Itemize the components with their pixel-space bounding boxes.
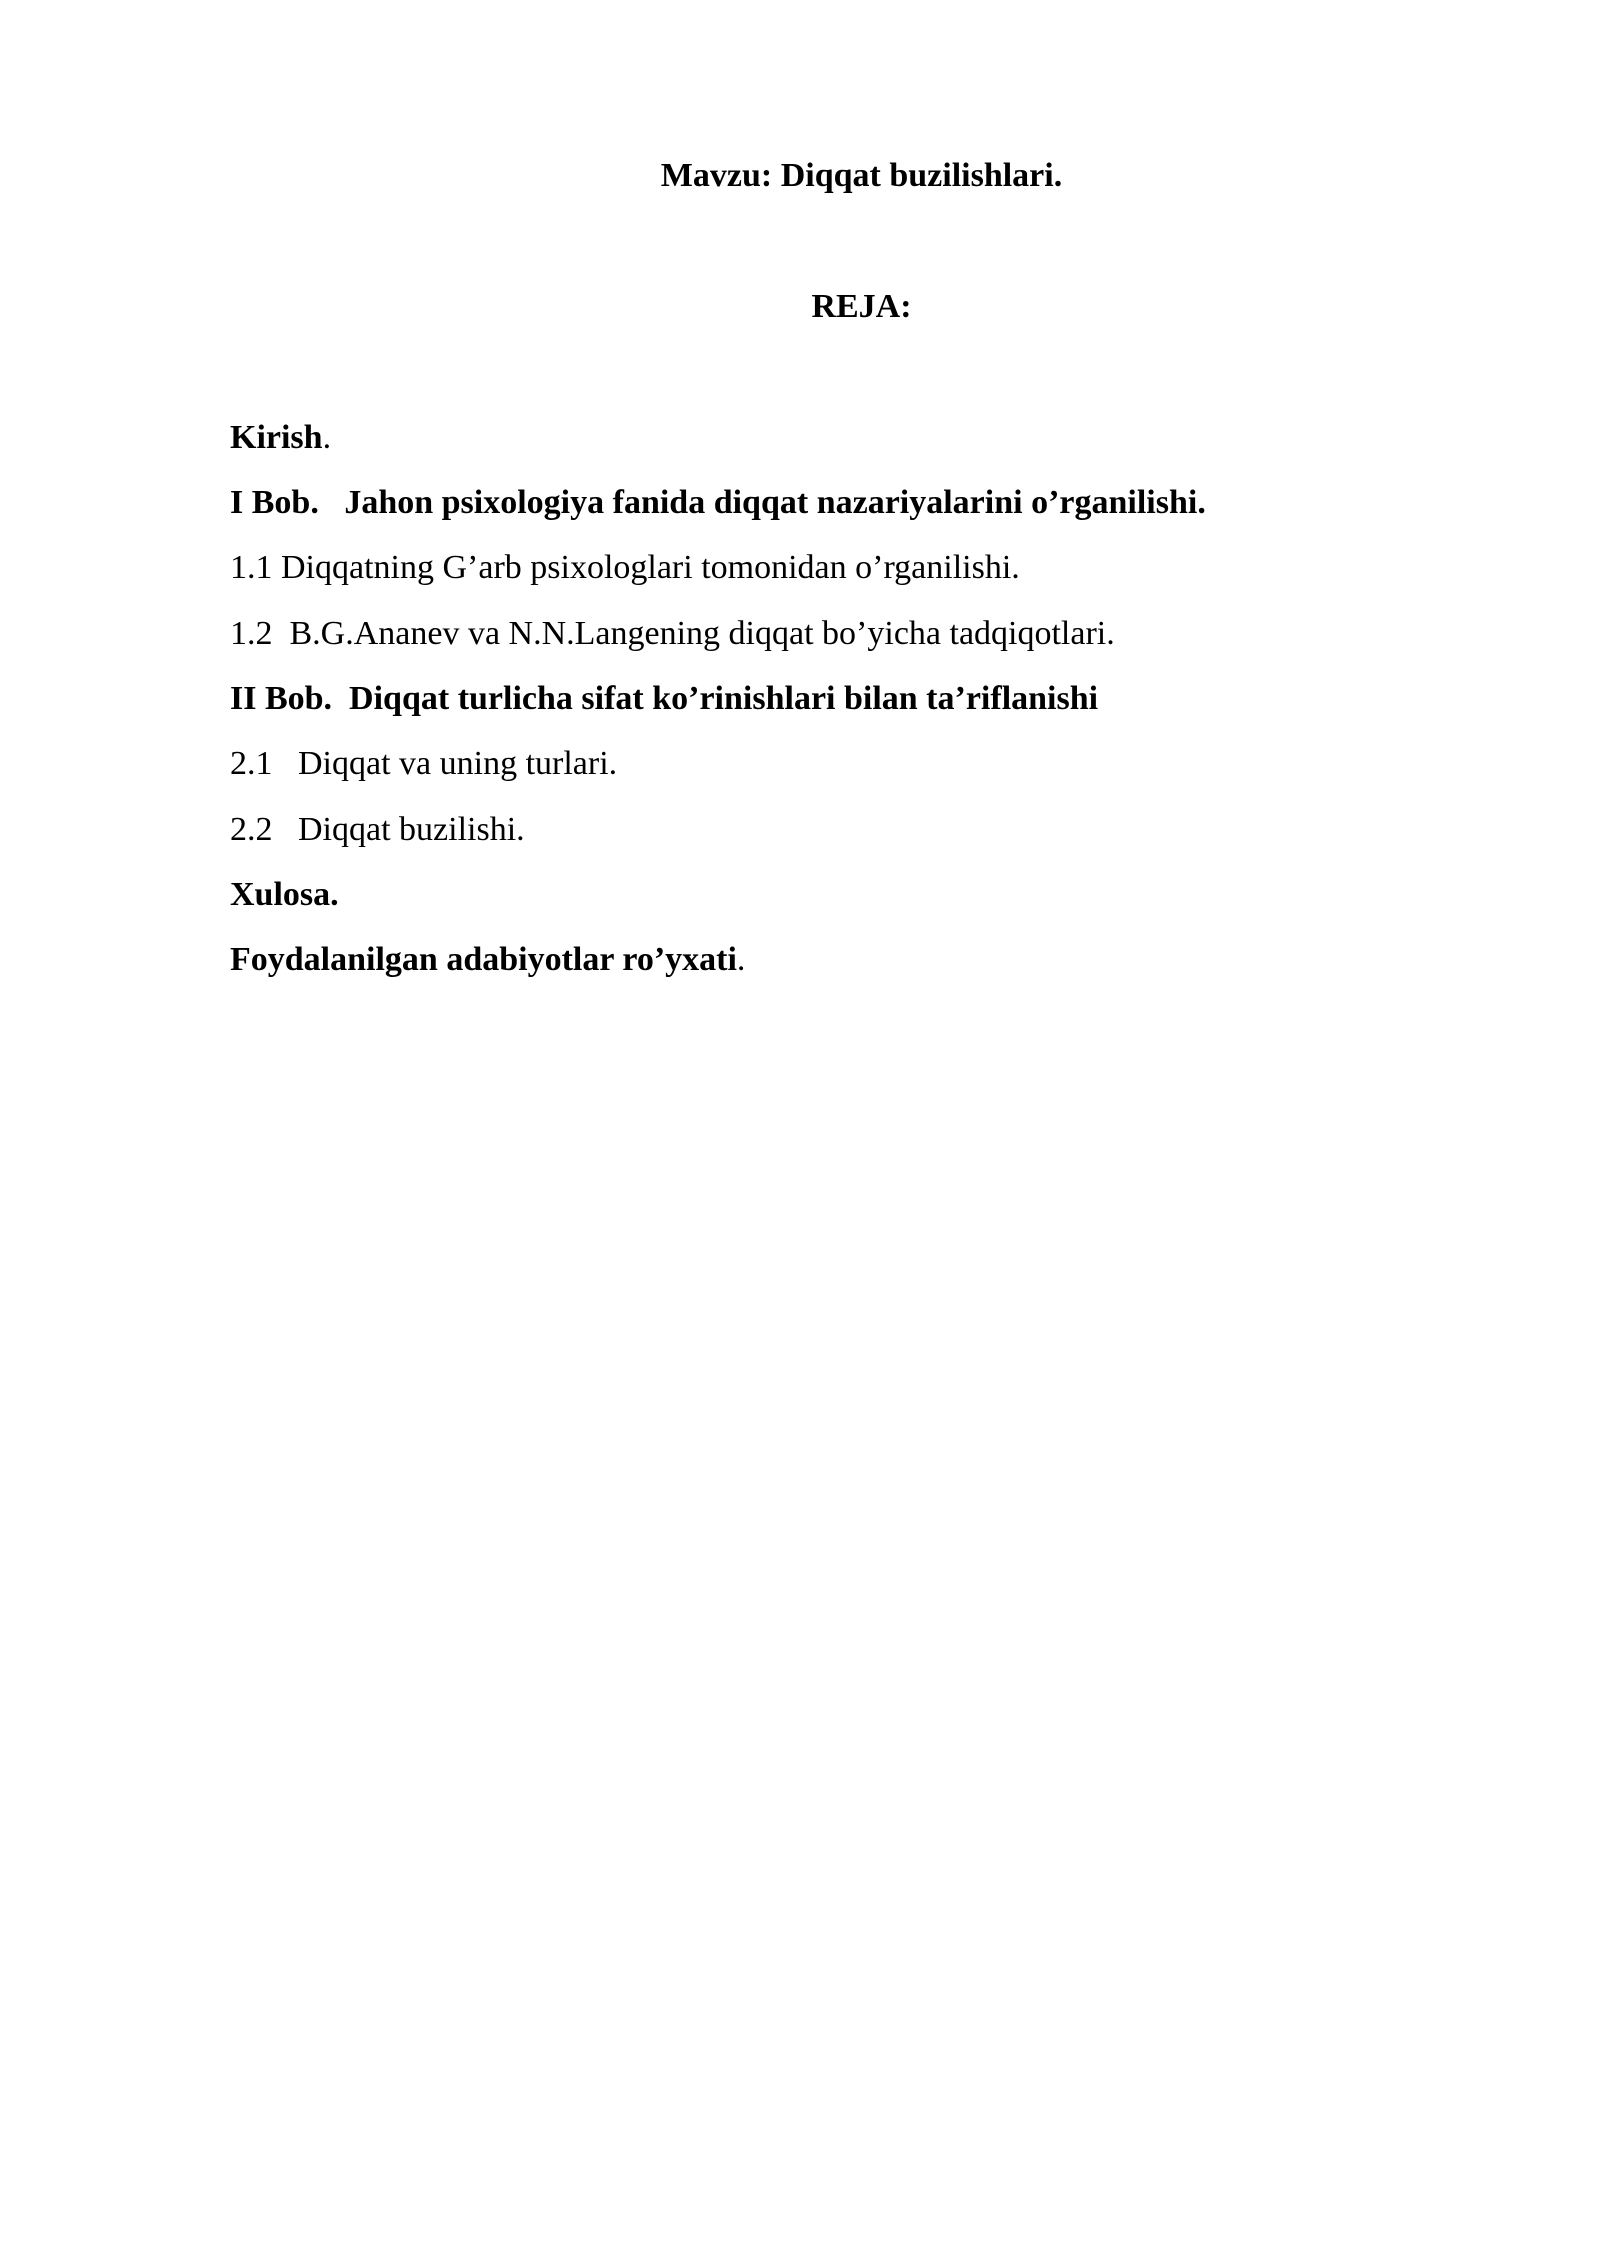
toc-conclusion: Xulosa. xyxy=(230,876,339,913)
toc-section-1-1: 1.1 Diqqatning G’arb psixologlari tomonidan o’rganilishi. xyxy=(230,549,1020,586)
toc-section-2-1: 2.1 Diqqat va uning turlari. xyxy=(230,745,618,782)
toc-intro-dot: . xyxy=(322,419,332,456)
plan-heading: REJA: xyxy=(811,288,912,325)
toc-item-references xyxy=(230,940,745,980)
toc-chapter-2: II Bob. Diqqat turlicha sifat ko’rinishlari bilan ta’riflanishi xyxy=(230,680,1099,717)
toc-references-label: Foydalanilgan adabiyotlar ro’yxati xyxy=(230,941,737,978)
toc-item-intro xyxy=(230,418,331,458)
toc-references-dot: . xyxy=(736,941,746,978)
document-title: Mavzu: Diqqat buzilishlari. xyxy=(660,157,1063,194)
toc-intro-label: Kirish xyxy=(230,419,323,456)
toc-chapter-1: I Bob. Jahon psixologiya fanida diqqat nazariyalarini o’rganilishi. xyxy=(230,484,1206,521)
toc-section-1-2: 1.2 B.G.Ananev va N.N.Langening diqqat bo’yicha tadqiqotlari. xyxy=(230,615,1115,652)
toc-section-2-2: 2.2 Diqqat buzilishi. xyxy=(230,811,525,848)
